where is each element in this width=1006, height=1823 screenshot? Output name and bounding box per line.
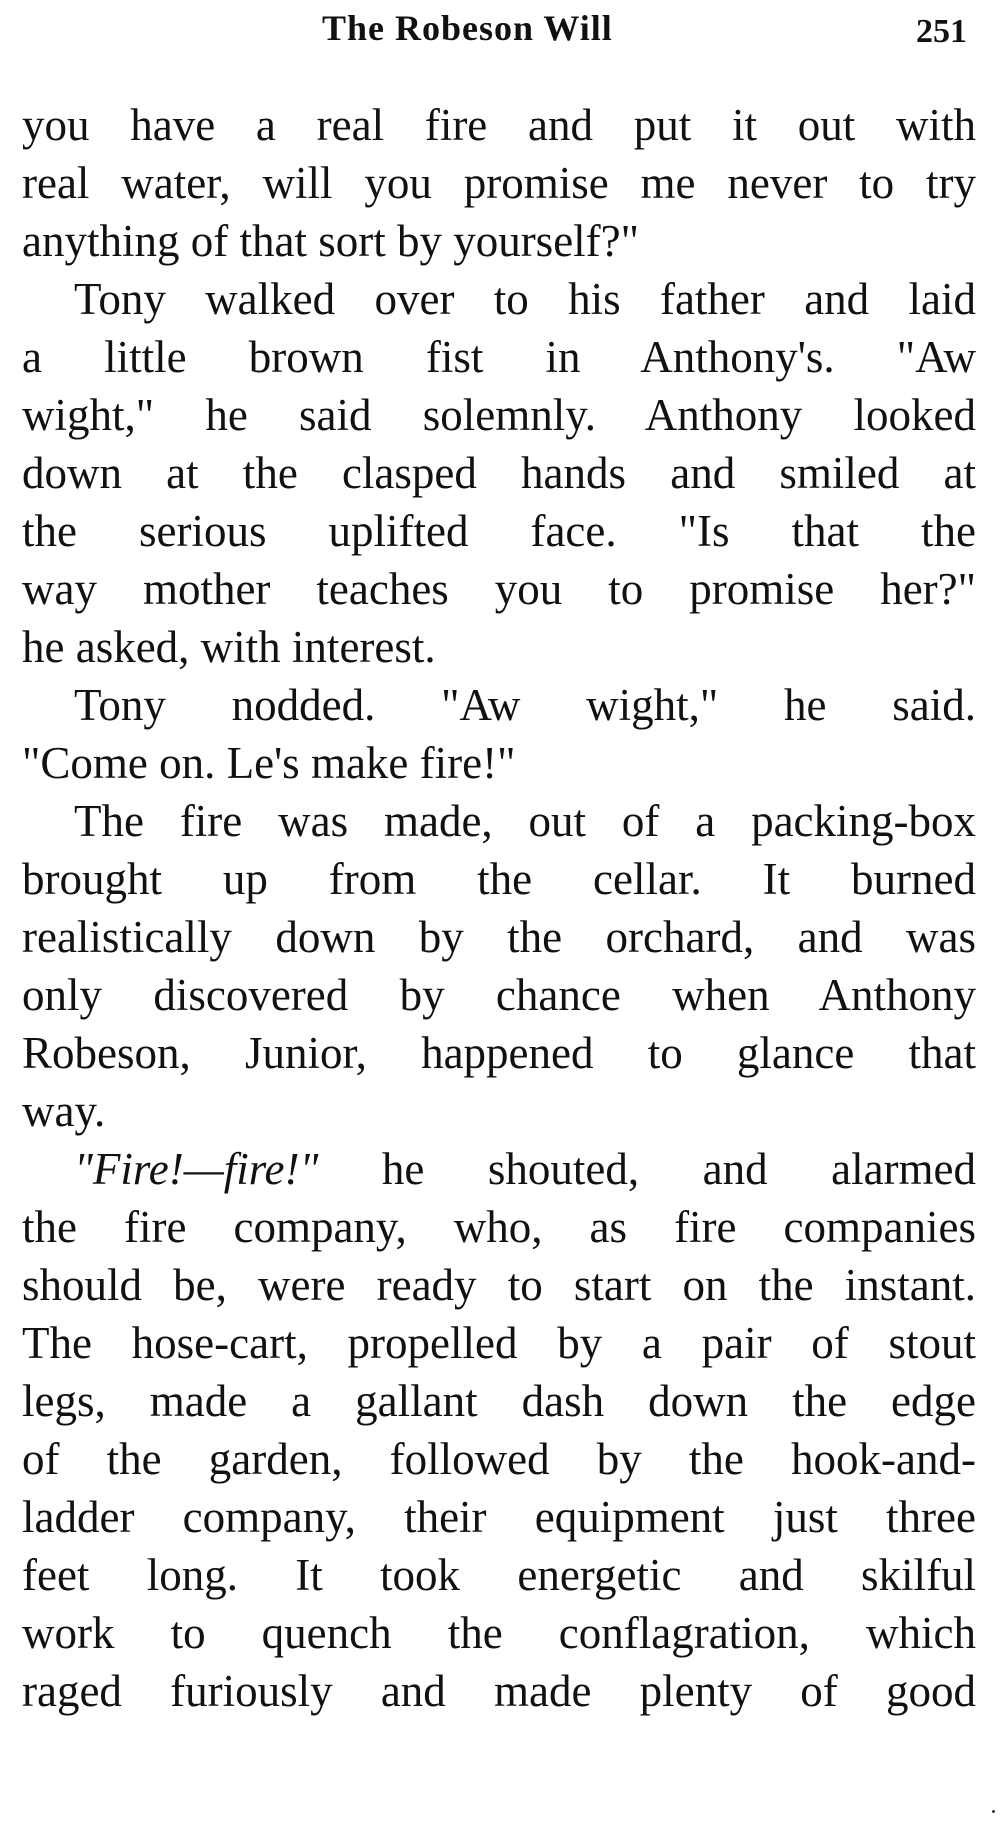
text-line: legs, made a gallant dash down the edge	[22, 1376, 976, 1426]
text-line: of the garden, followed by the hook-and-	[22, 1434, 976, 1484]
text-line: real water, will you promise me never to try	[22, 158, 976, 208]
text-line	[22, 1140, 976, 1198]
text-line: ladder company, their equipment just three	[22, 1492, 976, 1542]
text-line: The fire was made, out of a packing-box	[74, 796, 976, 846]
body-text	[22, 96, 976, 1720]
running-title: The Robeson Will	[322, 8, 613, 48]
text-line: Robeson, Junior, happened to glance that	[22, 1028, 976, 1078]
text-line: feet long. It took energetic and skilful	[22, 1550, 976, 1600]
running-head	[0, 0, 1006, 60]
text-line: he asked, with interest.	[22, 622, 436, 672]
text-line: "Come on. Le's make fire!"	[22, 738, 516, 788]
text-line: wight," he said solemnly. Anthony looked	[22, 390, 976, 440]
print-speck	[992, 1810, 995, 1813]
text-line: only discovered by chance when Anthony	[22, 970, 976, 1020]
text-line: Tony nodded. "Aw wight," he said.	[74, 680, 976, 730]
text-line: down at the clasped hands and smiled at	[22, 448, 976, 498]
text-line: work to quench the conflagration, which	[22, 1608, 976, 1658]
text-line: should be, were ready to start on the instant.	[22, 1260, 976, 1310]
text-line: the fire company, who, as fire companies	[22, 1202, 976, 1252]
text-line: the serious uplifted face. "Is that the	[22, 506, 976, 556]
page-number: 251	[916, 13, 967, 50]
text-line: realistically down by the orchard, and was	[22, 912, 976, 962]
text-line-rest: he shouted, and alarmed	[381, 1144, 976, 1194]
text-line: anything of that sort by yourself?"	[22, 216, 639, 266]
text-line: way.	[22, 1086, 106, 1136]
text-line: you have a real fire and put it out with	[22, 100, 976, 150]
text-line: way mother teaches you to promise her?"	[22, 564, 976, 614]
text-line: Tony walked over to his father and laid	[74, 274, 976, 324]
italic-exclamation: "Fire!—fire!"	[74, 1144, 319, 1194]
text-line: brought up from the cellar. It burned	[22, 854, 976, 904]
text-line: The hose-cart, propelled by a pair of stout	[22, 1318, 976, 1368]
text-line: raged furiously and made plenty of good	[22, 1666, 976, 1716]
text-line: a little brown fist in Anthony's. "Aw	[22, 332, 976, 382]
